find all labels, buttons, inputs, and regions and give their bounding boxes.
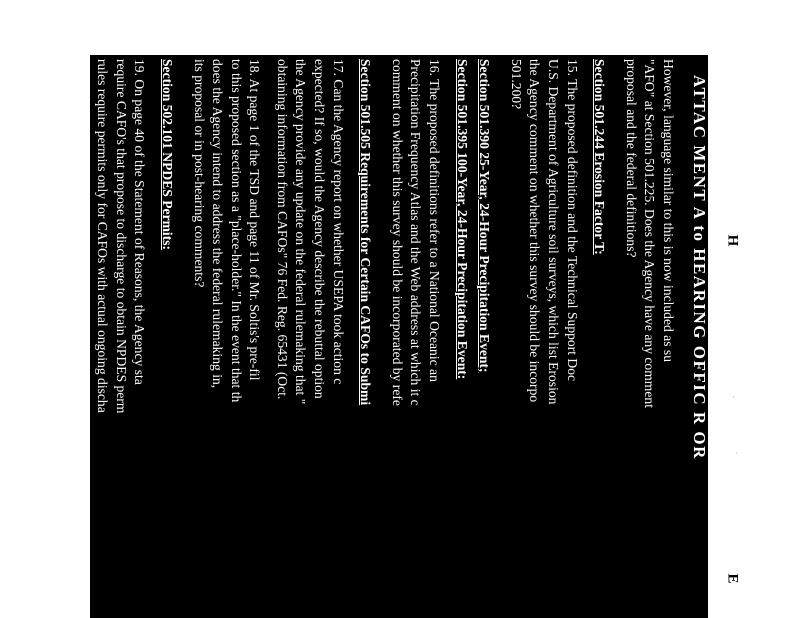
inverted-document-block	[2, 55, 709, 618]
text-line: to this proposed section as a "place-holder." In the event that th	[228, 59, 244, 403]
line-gap	[148, 55, 157, 618]
text-line: the Agency provide any update on the federal rulemaking that "	[293, 59, 309, 405]
text-line: 19. On page 40 of the Statement of Reasons, the Agency sta	[132, 59, 148, 385]
text-line: However, language similar to this is now included as su	[661, 59, 676, 362]
margin-letter-h: H	[724, 234, 741, 247]
scan-speck: ·	[728, 395, 739, 399]
text-line: rules require permits only for CAFOs with actual ongoing discha	[95, 59, 111, 413]
text-line: "AFO" at Section 501.225. Does the Agency have any comment	[642, 59, 658, 408]
scan-speck: ·	[731, 451, 742, 455]
line-gap	[581, 55, 590, 618]
text-line: Precipitation Frequency Atlas and the Web address at which it c	[408, 59, 424, 406]
document-title: ATTAC MENT A to HEARING OFFIC R OR	[690, 75, 709, 460]
text-line: discharge "if the conditions that gave rise to the discharge have	[2, 59, 18, 403]
text-line: 20. Please clarify whether the NPDES permit requirements a	[67, 59, 83, 390]
text-line: expected? If so, would the Agency describe the rebuttal option	[312, 59, 328, 399]
text-line: 18. At page 1 of the TSD and page 11 of Mr. Soltis's pre-fil	[247, 59, 263, 381]
text-line: the Agency comment on whether this survey should be incorpo	[527, 59, 543, 403]
section-heading: Section 501.244 Erosion Factor T:	[592, 59, 608, 255]
text-line: proposal and the federal definitions?	[623, 59, 639, 258]
text-line: 501.200?	[508, 59, 524, 110]
line-gap	[612, 55, 621, 618]
text-line: does the Agency intend to address the federal rulemaking in,	[210, 59, 226, 389]
line-gap	[37, 55, 46, 618]
line-gap	[347, 55, 356, 618]
line-gap	[378, 55, 387, 618]
text-line: require CAFO's that propose to discharge to obtain NPDES perm	[113, 59, 129, 414]
text-line: 21. Subsection (b)(1) allows an owner or operator to not see	[21, 59, 37, 386]
document-text	[2, 55, 709, 618]
text-line: 15. The proposed definition and the Technical Support Doc	[564, 59, 580, 382]
text-line: obtaining information from CAFOs" 76 Fed. Reg. 65431 (Oct.	[274, 59, 290, 400]
text-line: regardless of their size, i.e. large, medium or small.	[48, 59, 64, 338]
section-heading: Section 501.395 100-Year, 24-Hour Precipitation Event:	[454, 59, 470, 380]
section-heading: Section 501.390 25-Year, 24-Hour Precipitation Event;	[477, 59, 493, 373]
document-lines	[0, 55, 677, 618]
margin-letter-e: E	[724, 573, 741, 584]
text-line: comment on whether this survey should be incorporated by refe	[389, 59, 405, 406]
text-line: 16. The proposed definitions refer to a National Oceanic an	[427, 59, 443, 382]
section-heading: Section 502.101 NPDES Permits:	[159, 59, 175, 251]
line-gap	[180, 55, 189, 618]
text-line: 17. Can the Agency report on whether USEPA took action c	[330, 59, 346, 385]
text-line: its proposal or in post-hearing comments?	[191, 59, 207, 288]
section-heading: Section 501.505 Requirements for Certain CAFOs to Submi	[358, 59, 374, 406]
line-gap	[84, 55, 93, 618]
text-line: U.S. Department of Agriculture soil surveys, which list Erosion	[546, 59, 562, 405]
line-gap	[497, 55, 506, 618]
line-gap	[443, 55, 452, 618]
line-gap	[263, 55, 272, 618]
